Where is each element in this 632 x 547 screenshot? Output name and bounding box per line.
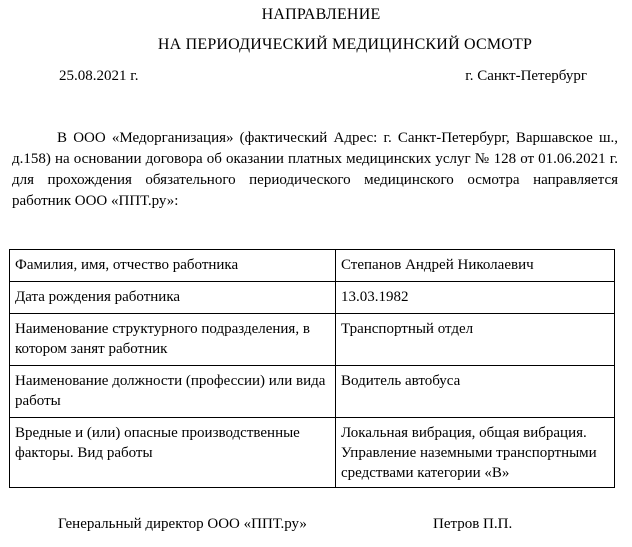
row-label-full-name: Фамилия, имя, отчество работника <box>10 250 336 282</box>
row-label-position: Наименование должности (профессии) или вида работы <box>10 366 336 418</box>
table-row <box>10 314 615 366</box>
row-value-birth-date: 13.03.1982 <box>336 282 615 314</box>
employee-info-table <box>9 249 615 488</box>
referral-paragraph: В ООО «Медорганизация» (фактический Адрес: г. Санкт-Петербург, Варшавское ш., д.158) на основании договора об оказании платных медицинских услуг № 128 от 01.06.2021 г. для прохождения обязательного периодического медицинского осмотра направляется работник ООО «ППТ.ру»: <box>12 130 618 209</box>
row-value-department: Транспортный отдел <box>336 314 615 366</box>
table-row <box>10 418 615 488</box>
signatory-name: Петров П.П. <box>433 516 513 532</box>
table-row <box>10 366 615 418</box>
row-value-hazards: Локальная вибрация, общая вибрация. Управление наземными транспортными средствами категории «В» <box>336 418 615 488</box>
row-value-full-name: Степанов Андрей Николаевич <box>336 250 615 282</box>
table-row <box>10 282 615 314</box>
row-value-position: Водитель автобуса <box>336 366 615 418</box>
signatory-position: Генеральный директор ООО «ППТ.ру» <box>58 516 307 532</box>
document-subtitle: НА ПЕРИОДИЧЕСКИЙ МЕДИЦИНСКИЙ ОСМОТР <box>157 36 533 53</box>
document-date: 25.08.2021 г. <box>59 68 139 84</box>
row-label-hazards: Вредные и (или) опасные производственные факторы. Вид работы <box>10 418 336 488</box>
row-label-birth-date: Дата рождения работника <box>10 282 336 314</box>
table-row <box>10 250 615 282</box>
row-label-department: Наименование структурного подразделения, в котором занят работник <box>10 314 336 366</box>
document-city: г. Санкт-Петербург <box>465 68 587 84</box>
document-title: НАПРАВЛЕНИЕ <box>261 6 381 23</box>
